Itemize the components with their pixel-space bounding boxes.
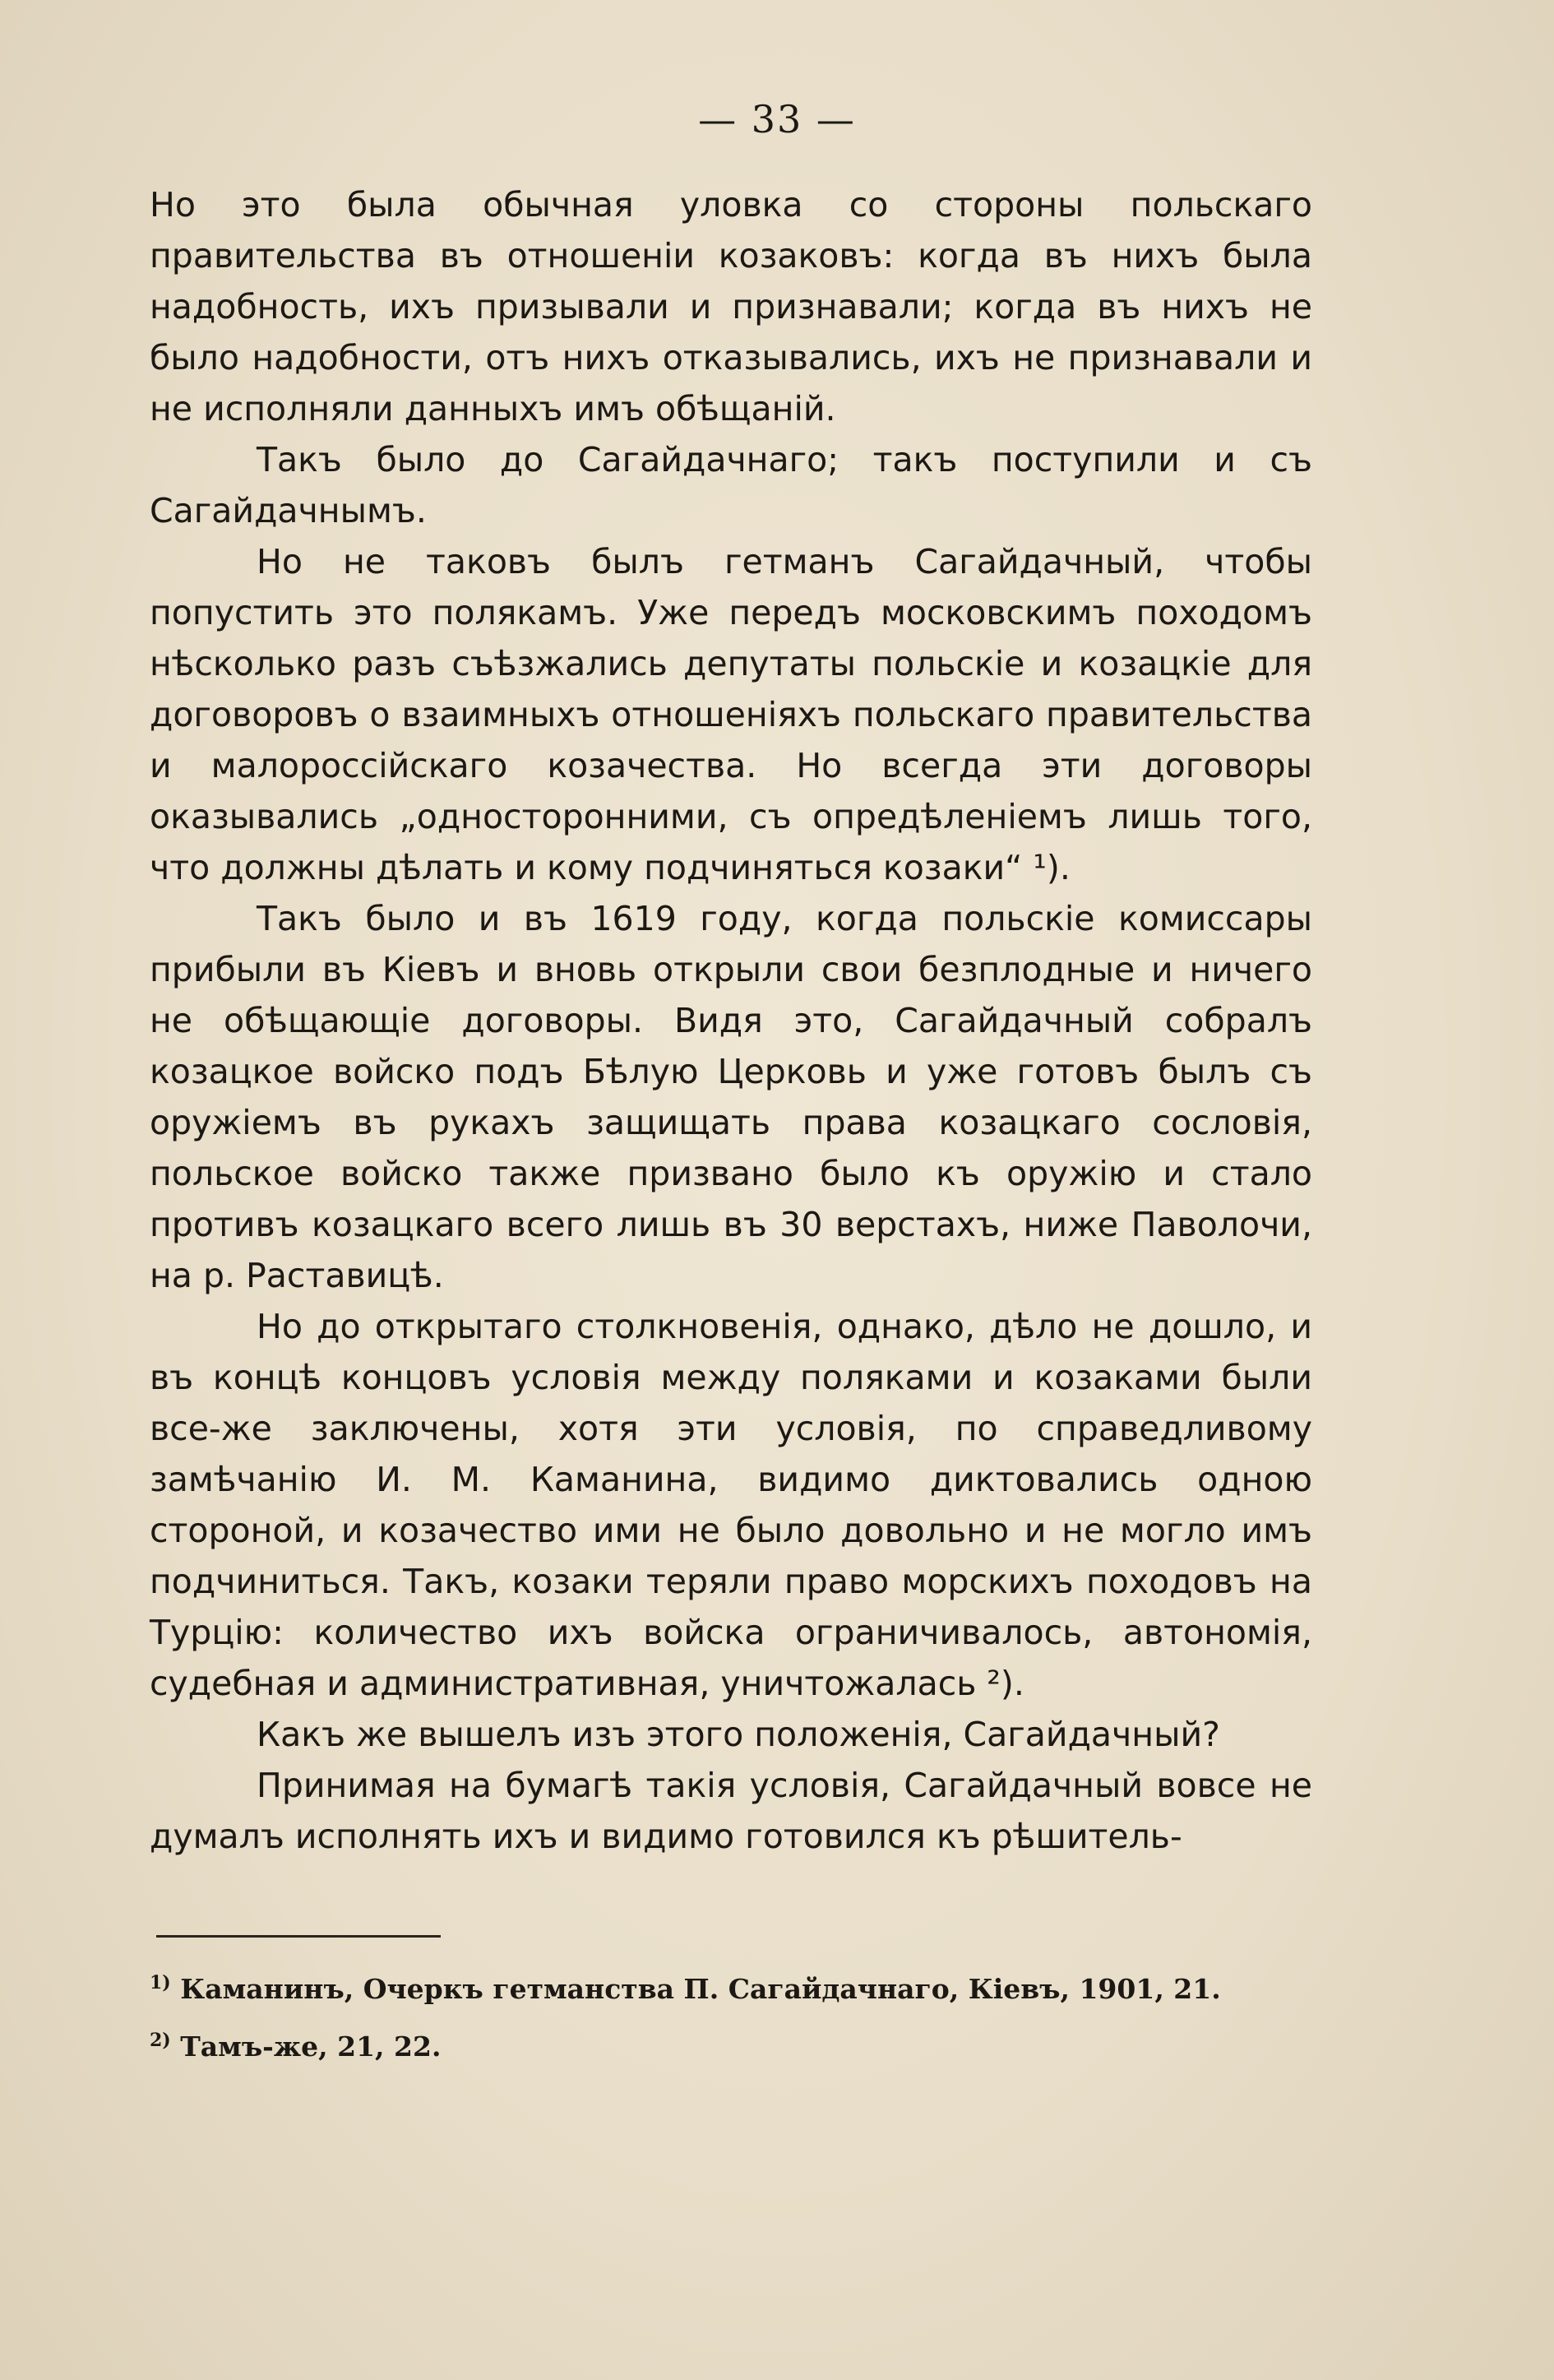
footnote-mark: 2)	[150, 2030, 171, 2051]
paragraph-6: Какъ же вышелъ изъ этого положенія, Сагайдачный?	[257, 1715, 1220, 1754]
footnotes	[150, 1957, 1317, 2072]
footnote-2	[150, 2015, 1317, 2072]
footnote-mark: 1)	[150, 1972, 171, 1993]
paragraph-7: Принимая на бумагѣ такія условія, Сагайдачный вовсе не думалъ исполнять ихъ и видимо готовился къ рѣшитель-	[150, 1766, 1312, 1856]
paragraph-3: Но не таковъ былъ гетманъ Сагайдачный, чтобы попустить это полякамъ. Уже передъ московскимъ походомъ нѣсколько разъ съѣзжались депутаты польскіе и козацкіе для договоровъ о взаимныхъ отношеніяхъ польскаго правительства и малороссійскаго козачества. Но всегда эти договоры оказывались „односторонними, съ опредѣленіемъ лишь того, что должны дѣлать и кому подчиняться козаки“ ¹).	[150, 542, 1312, 887]
footnote-1	[150, 1957, 1317, 2015]
paragraph-4: Такъ было и въ 1619 году, когда польскіе комиссары прибыли въ Кіевъ и вновь открыли свои безплодные и ничего не обѣщающіе договоры. Видя это, Сагайдачный собралъ козацкое войско подъ Бѣлую Церковь и уже готовъ былъ съ оружіемъ въ рукахъ защищать права козацкаго сословія, польское войско также призвано было къ оружію и стало противъ козацкаго всего лишь въ 30 верстахъ, ниже Паволочи, на р. Раставицѣ.	[150, 899, 1312, 1295]
footnote-divider	[156, 1935, 441, 1938]
footnote-text: Тамъ-же, 21, 22.	[180, 2030, 442, 2063]
body-text	[150, 179, 1312, 1862]
footnote-text: Каманинъ, Очеркъ гетманства П. Сагайдачнаго, Кіевъ, 1901, 21.	[180, 1973, 1221, 2005]
paragraph-1: Но это была обычная уловка со стороны польскаго правительства въ отношеніи козаковъ: когда въ нихъ была надобность, ихъ призывали и признавали; когда въ нихъ не было надобности, отъ нихъ отказывались, ихъ не признавали и не исполняли данныхъ имъ обѣщаній.	[150, 185, 1312, 428]
paragraph-5: Но до открытаго столкновенія, однако, дѣло не дошло, и въ концѣ концовъ условія между поляками и козаками были все-же заключены, хотя эти условія, по справедливому замѣчанію И. М. Каманина, видимо диктовались одною стороной, и козачество ими не было довольно и не могло имъ подчиниться. Такъ, козаки теряли право морскихъ походовъ на Турцію: количество ихъ войска ограничивалось, автономія, судебная и административная, уничтожалась ²).	[150, 1307, 1312, 1703]
page-number: — 33 —	[698, 97, 856, 141]
paragraph-2: Такъ было до Сагайдачнаго; такъ поступили и съ Сагайдачнымъ.	[150, 440, 1312, 530]
